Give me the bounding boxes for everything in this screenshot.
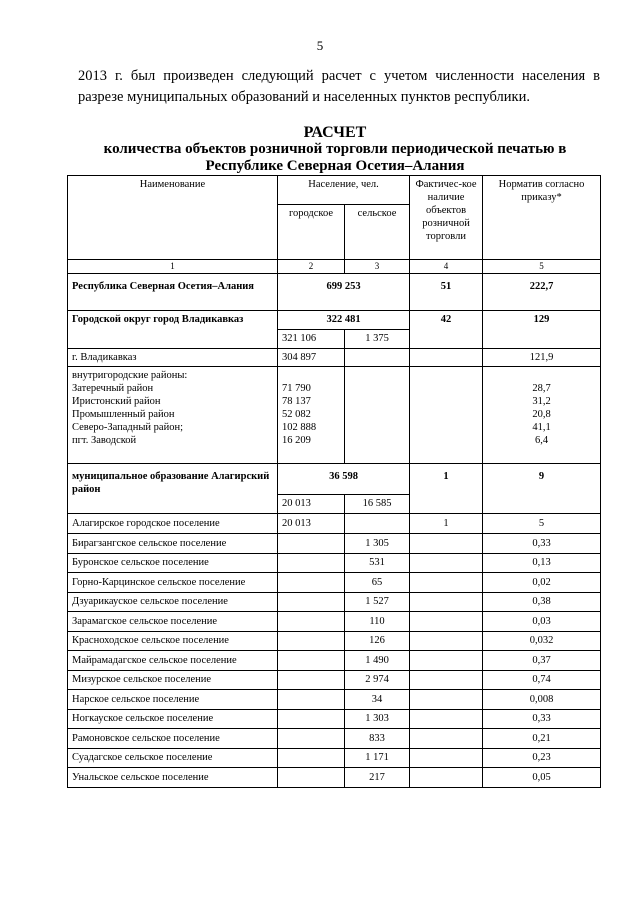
row-norm: 0,33 [483,709,601,729]
row-rural: 833 [345,729,410,749]
row-actual [410,553,483,573]
row-norm: 121,9 [483,349,601,367]
row-urban: 321 106 [278,330,345,349]
table-row [68,573,601,593]
row-urban [278,729,345,749]
row-actual: 51 [410,274,483,311]
row-name: Бирагзангское сельское поселение [68,534,278,554]
row-rural: 1 375 [345,330,410,349]
row-norm: 9 [483,464,601,514]
row-norm: 129 [483,311,601,349]
row-name: муниципальное образование Алагирский район [68,464,278,514]
row-actual [410,651,483,671]
row-urban: 304 897 [278,349,345,367]
title-line-3: Республике Северная Осетия–Алания [205,158,465,174]
row-population: 699 253 [278,274,410,311]
row-name: Дзуарикауское сельское поселение [68,592,278,612]
title-line-1: РАСЧЕТ [303,124,367,141]
district-name: Затеречный район [72,383,154,394]
table-row [68,534,601,554]
row-urban [278,553,345,573]
district-norm: 6,4 [534,435,549,446]
district-urban: 102 888 [282,422,317,433]
row-norm: 222,7 [483,274,601,311]
row-rural: 1 305 [345,534,410,554]
header-population: Население, чел. [278,176,410,205]
table-row-okrug [68,311,601,330]
row-name: Рамоновское сельское поселение [68,729,278,749]
title-line-2: количества объектов розничной торговли периодической печатью в [103,141,567,157]
header-name: Наименование [68,176,278,260]
col-number: 1 [68,260,278,274]
row-urban [278,748,345,768]
row-rural: 1 303 [345,709,410,729]
table-row [68,690,601,710]
row-name: Унальское сельское поселение [68,768,278,788]
district-norm: 20,8 [532,409,551,420]
row-actual [410,592,483,612]
table-row [68,768,601,788]
col-number: 2 [278,260,345,274]
row-population: 36 598 [278,464,410,495]
row-name: Республика Северная Осетия–Алания [68,274,278,311]
row-rural: 531 [345,553,410,573]
table-row [68,631,601,651]
table-row [68,709,601,729]
row-urban: 20 013 [278,514,345,534]
district-name: пгт. Заводской [72,435,137,446]
row-rural: 1 527 [345,592,410,612]
row-actual [410,709,483,729]
row-rural: 217 [345,768,410,788]
row-urban [278,709,345,729]
table-row-alagir [68,464,601,495]
row-population: 322 481 [278,311,410,330]
page-number: 5 [316,38,324,53]
header-actual: Фактичес-кое наличие объектов розничной торговли [410,176,483,260]
row-name: Майрамадагское сельское поселение [68,651,278,671]
row-norm: 0,05 [483,768,601,788]
district-name: Иристонский район [72,396,161,407]
row-norm: 0,74 [483,670,601,690]
header-norm: Норматив согласно приказу* [483,176,601,260]
row-urban [278,631,345,651]
table-row [68,592,601,612]
row-name: Нарское сельское поселение [68,690,278,710]
row-norm: 0,13 [483,553,601,573]
row-norm: 0,02 [483,573,601,593]
row-actual [410,690,483,710]
row-urban [278,690,345,710]
row-rural: 2 974 [345,670,410,690]
row-urban [278,573,345,593]
header-rural: сельское [345,205,410,260]
row-actual [410,612,483,632]
row-norm: 0,21 [483,729,601,749]
inner-districts-label: внутригородские районы: [72,370,188,381]
col-number: 4 [410,260,483,274]
table-row [68,612,601,632]
row-actual [410,534,483,554]
row-name: Горно-Карцинское сельское поселение [68,573,278,593]
row-norm: 0,03 [483,612,601,632]
table-row [68,553,601,573]
row-name: Мизурское сельское поселение [68,670,278,690]
district-urban: 16 209 [282,435,311,446]
calculation-table [67,175,601,788]
row-urban [278,651,345,671]
row-name: Зарамагское сельское поселение [68,612,278,632]
row-actual [410,573,483,593]
row-urban [278,592,345,612]
row-rural: 65 [345,573,410,593]
row-urban [278,768,345,788]
row-name: Красноходское сельское поселение [68,631,278,651]
row-name: Алагирское городское поселение [68,514,278,534]
row-rural: 110 [345,612,410,632]
row-name: Городской округ город Владикавказ [68,311,278,349]
row-actual: 1 [410,514,483,534]
row-actual [410,729,483,749]
row-norm: 0,008 [483,690,601,710]
row-name: Буронское сельское поселение [68,553,278,573]
table-row [68,651,601,671]
intro-paragraph: 2013 г. был произведен следующий расчет с учетом численности населения в разрезе муниципальных образований и населенных пунктов республики. [78,68,600,105]
row-rural: 126 [345,631,410,651]
row-rural [345,514,410,534]
row-name: г. Владикавказ [68,349,278,367]
district-norm: 28,7 [532,383,551,394]
row-norm: 0,37 [483,651,601,671]
table-row [68,748,601,768]
row-urban: 20 013 [278,495,345,514]
district-urban: 71 790 [282,383,311,394]
district-norm: 41,1 [532,422,551,433]
district-norm: 31,2 [532,396,551,407]
row-norm: 0,032 [483,631,601,651]
row-rural: 1 171 [345,748,410,768]
row-urban [278,670,345,690]
row-norm: 0,33 [483,534,601,554]
row-actual [410,748,483,768]
row-rural: 34 [345,690,410,710]
header-urban: городское [278,205,345,260]
row-actual: 1 [410,464,483,514]
table-row [68,670,601,690]
row-actual [410,768,483,788]
document-title [70,124,600,175]
district-name: Промышленный район [72,409,175,420]
row-urban [278,534,345,554]
col-number: 5 [483,260,601,274]
table-row-city [68,349,601,367]
col-number: 3 [345,260,410,274]
row-rural: 16 585 [345,495,410,514]
row-rural: 1 490 [345,651,410,671]
row-name: Ногкауское сельское поселение [68,709,278,729]
table-row [68,514,601,534]
row-norm: 0,23 [483,748,601,768]
row-norm: 0,38 [483,592,601,612]
table-row [68,729,601,749]
table-row-inner-districts [68,367,601,464]
row-name: Суадагское сельское поселение [68,748,278,768]
row-actual [410,631,483,651]
district-name: Северо-Западный район; [72,422,183,433]
row-urban [278,612,345,632]
row-actual [410,670,483,690]
row-norm: 5 [483,514,601,534]
row-actual: 42 [410,311,483,349]
district-urban: 52 082 [282,409,311,420]
district-urban: 78 137 [282,396,311,407]
table-row-republic [68,274,601,311]
